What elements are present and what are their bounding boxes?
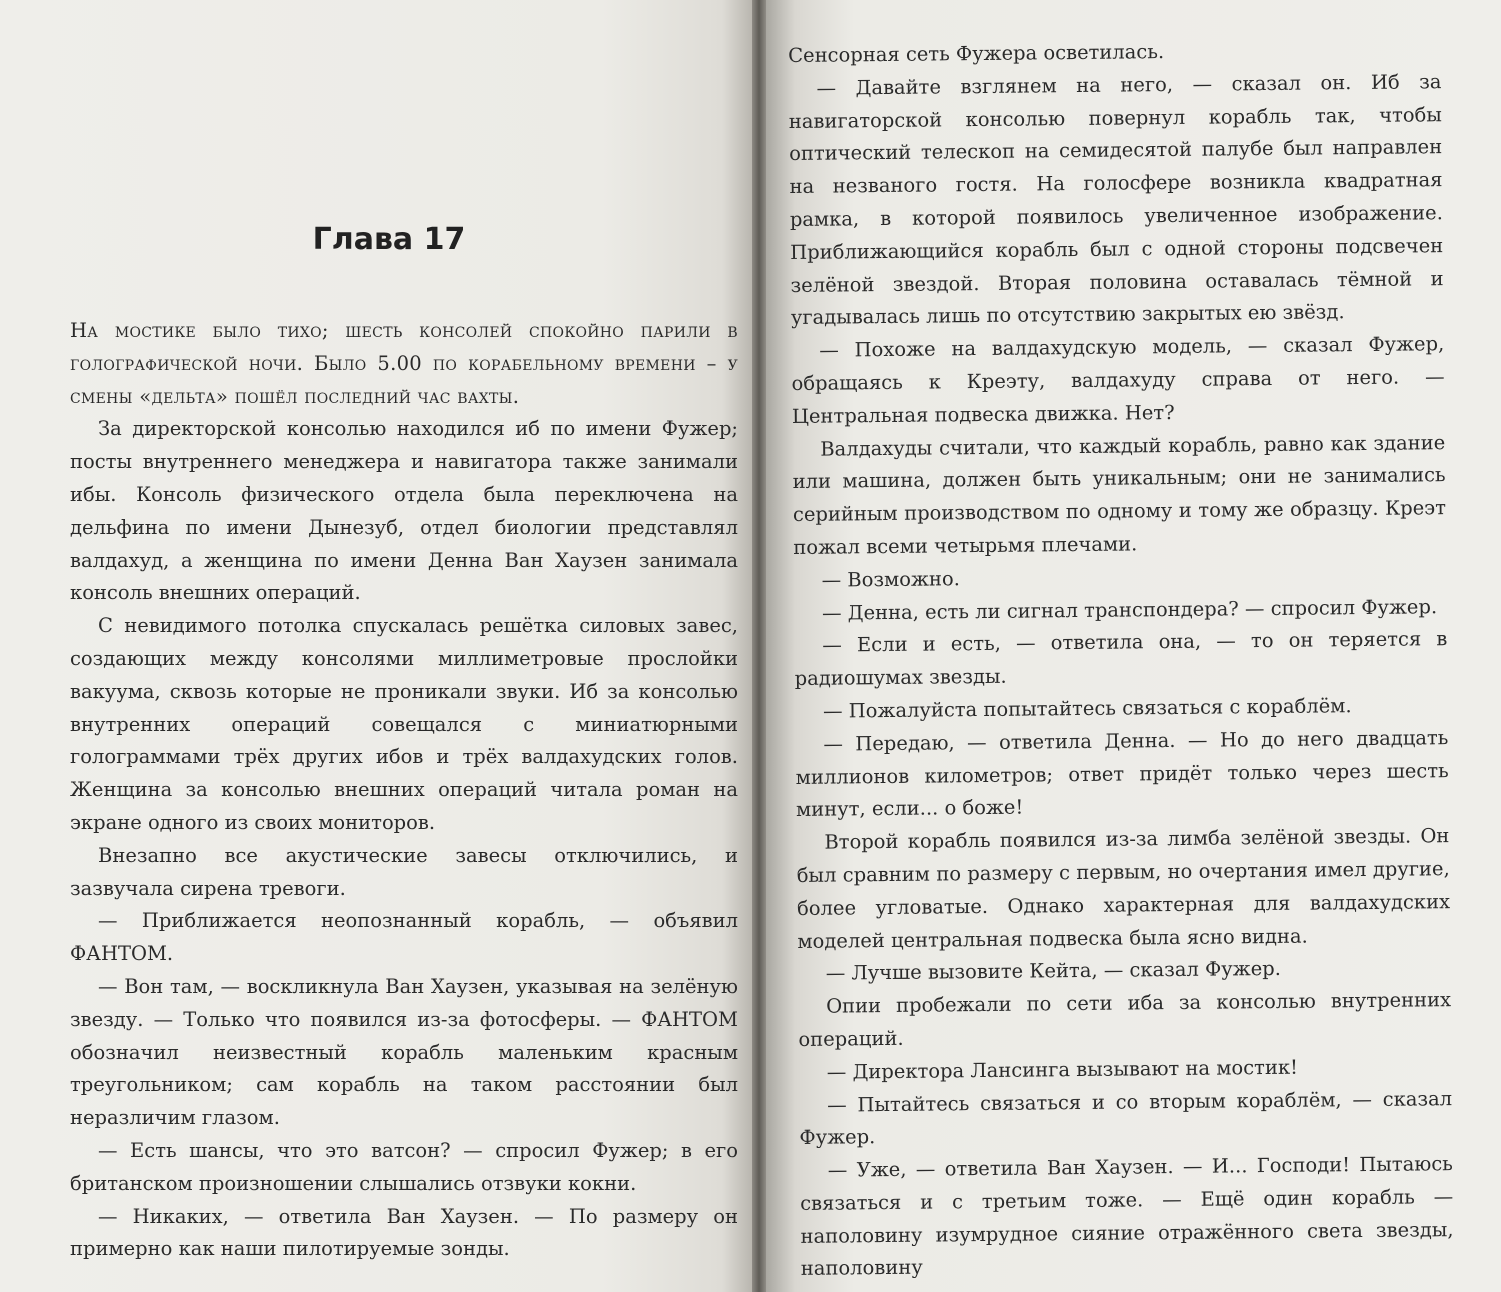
paragraph: Второй корабль появился из-за лимба зелёной звезды. Он был сравним по размеру с первым, но очертания имел другие, более угловатые. Однако характерная для валдахудских моделей центральная подвеска была ясно видна. xyxy=(796,824,1451,953)
paragraph: — Директора Лансинга вызывают на мостик! xyxy=(826,1055,1299,1084)
paragraph: — Возможно. xyxy=(821,566,960,592)
right-page xyxy=(766,0,1501,1292)
paragraph: — Есть шансы, что это ватсон? — спросил Фужер; в его британском произношении слышались отзвуки кокни. xyxy=(70,1138,738,1195)
paragraph: — Уже, — ответила Ван Хаузен. — И... Господи! Пытаюсь связаться и с третьим тоже. — Ещё один корабль — наполовину изумрудное сияние отражённого света звезды, наполовину xyxy=(800,1152,1454,1281)
paragraph: — Похоже на валдахудскую модель, — сказал Фужер, обращаясь к Креэту, валдахуду справа от него. — Центральная подвеска движка. Нет? xyxy=(791,332,1445,428)
paragraph: На мостике было тихо; шесть консолей спокойно парили в голографической ночи. Было 5.00 по корабельному времени – у смены «дельта» пошёл последний час вахты. xyxy=(70,319,738,408)
paragraph: Валдахуды считали, что каждый корабль, равно как здание или машина, должен быть уникальным; они не занимались серийным производством по одному и тому же образцу. Креэт пожал всеми четырьмя плечами. xyxy=(792,430,1447,559)
paragraph: — Давайте взглянем на него, — сказал он. Иб за навигаторской консолью повернул корабль так, чтобы оптический телескоп на семидесятой палубе был направлен на незваного гостя. На голосфере возникла квадратная рамка, в которой появилось увеличенное изображение. Приближающийся корабль был с одной стороны подсвечен зелёной звездой. Вторая половина оставалась тёмной и угадывалась лишь по отсутствию закрытых ею звёзд. xyxy=(788,69,1444,330)
left-page-text xyxy=(70,315,738,1266)
paragraph: — Если и есть, — ответила она, — то он теряется в радиошумах звезды. xyxy=(794,627,1448,691)
paragraph: Сенсорная сеть Фужера осветилась. xyxy=(788,40,1165,67)
paragraph: — Вон там, — воскликнула Ван Хаузен, указывая на зелёную звезду. — Только что появился из-за фотосферы. — ФАНТОМ обозначил неизвестный корабль маленьким красным треугольником; сам корабль на таком расстоянии был неразличим глазом. xyxy=(70,974,738,1130)
paragraph: Внезапно все акустические завесы отключились, и зазвучала сирена тревоги. xyxy=(70,843,738,900)
paragraph: — Пожалуйста попытайтесь связаться с кораблём. xyxy=(822,694,1352,723)
paragraph: За директорской консолью находился иб по имени Фужер; посты внутреннего менеджера и навигатора также занимали ибы. Консоль физического отдела была переключена на дельфина по имени Дынезуб, отдел биологии представлял валдахуд, а женщина по имени Денна Ван Хаузен занимала консоль внешних операций. xyxy=(70,417,738,605)
paragraph: С невидимого потолка спускалась решётка силовых завес, создающих между консолями миллиметровые прослойки вакуума, сквозь которые не проникали звуки. Иб за консолью внутренних операций совещался с миниатюрными голограммами трёх других ибов и трёх валдахудских голов. Женщина за консолью внешних операций читала роман на экране одного из своих мониторов. xyxy=(70,614,738,834)
paragraph: — Лучше вызовите Кейта, — сказал Фужер. xyxy=(825,957,1281,985)
right-page-text xyxy=(788,33,1454,1286)
paragraph: — Передаю, — ответила Денна. — Но до него двадцать миллионов километров; ответ придёт только через шесть минут, если... о боже! xyxy=(795,725,1449,822)
paragraph: — Никаких, — ответила Ван Хаузен. — По размеру он примерно как наши пилотируемые зонды. xyxy=(70,1204,738,1261)
paragraph: — Пытайтесь связаться и со вторым кораблём, — сказал Фужер. xyxy=(799,1086,1453,1150)
paragraph: Опии пробежали по сети иба за консолью внутренних операций. xyxy=(798,988,1452,1051)
chapter-title: Глава 17 xyxy=(312,222,466,257)
book-spine xyxy=(752,0,766,1292)
paragraph: — Денна, есть ли сигнал транспондера? — спросил Фужер. xyxy=(821,594,1438,625)
paragraph: — Приближается неопознанный корабль, — объявил ФАНТОМ. xyxy=(70,909,738,966)
